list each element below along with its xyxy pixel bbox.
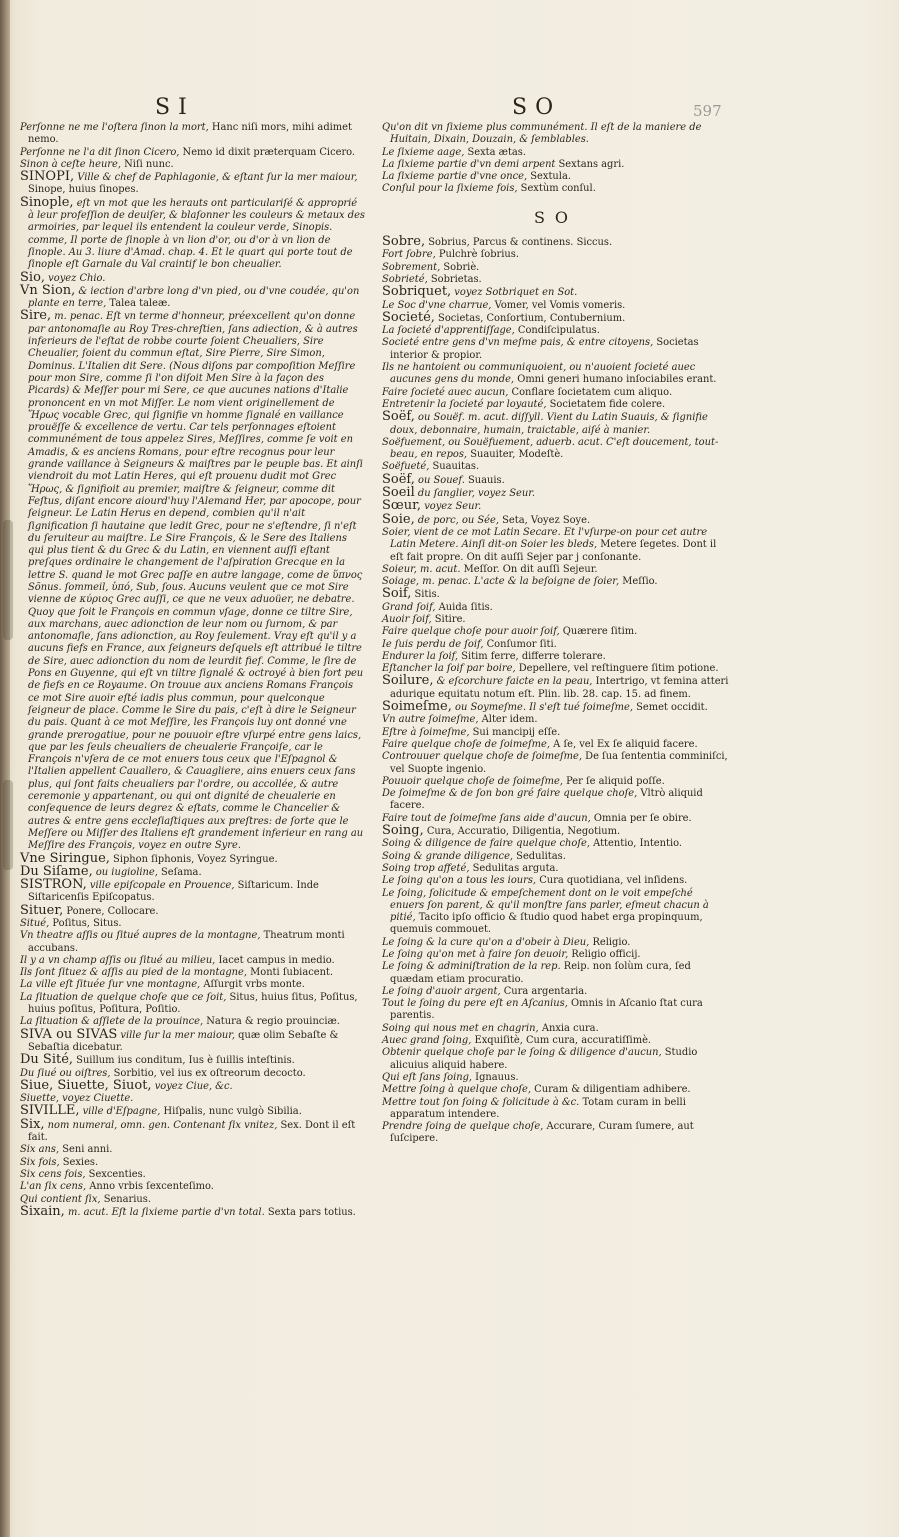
dictionary-entry [382,701,730,714]
french-gloss: Ie ſuis perdu de ſoif, [382,638,484,650]
latin-gloss: Per ſe aliquid poſſe. [562,775,665,787]
latin-gloss: Condiſcipulatus. [514,325,600,337]
latin-gloss: Alter idem. [478,714,538,726]
latin-gloss: Sitire. [431,613,466,625]
dictionary-entry [382,487,730,500]
french-gloss: nom numeral, omn. gen. Contenant ſix vnitez, [44,1119,278,1131]
headword: Six, [20,1116,45,1132]
dictionary-entry [382,1121,730,1146]
headword: Soing, [382,823,424,839]
french-gloss: Ils ne hantoient ou communiquoient, ou n'auoient ſocieté auec aucunes gens du monde, [382,362,696,386]
french-gloss: Soing & diligence de faire quelque choſe, [382,838,590,850]
dictionary-entry [382,863,730,875]
dictionary-entry [20,955,365,967]
dictionary-entry [382,727,730,739]
dictionary-entry [20,1054,365,1067]
latin-gloss: Cura argentaria. [500,985,588,997]
french-gloss: voyez Chio. [45,272,106,284]
french-gloss: Sinon à ceſte heure, [20,158,122,170]
french-gloss: Soing trop affeté, [382,862,470,874]
latin-gloss: Anxia cura. [538,1022,599,1034]
latin-gloss: Depellere, vel reſtinguere ſitim potione. [515,663,719,675]
latin-gloss: Sexta pars totius. [264,1206,356,1218]
headword: Sio, [20,269,46,285]
french-gloss: Ville & chef de Paphlagonie, & eſtant ſur la mer maiour, [74,172,358,184]
dictionary-entry [20,1077,365,1093]
french-gloss: Fort ſobre, [382,249,436,261]
dictionary-entry [382,471,730,487]
french-gloss: Soëfuement, ou Souëfuement, aduerb. acut. C'eſt doucement, tout-beau, en repos, [382,436,719,461]
french-gloss: m. penac. Eſt vn terme d'honneur, préexcellent qu'on donne par antonomaſie au Roy Tres-chreſtien, ſans adiection, & à autres inferieurs de l'eſtat de robbe courte ſoient Cheualiers, Sire Cheualier, ſoient du commun eſtat, Sire Pierre, Sire Simon, Dominus. L'Italien dit Sere. (Nous diſons par compoſition Meſſire pour mon Sire, comme ſi l'on diſoit Men Sire à la façon des Picards) & Meſſer pour mi Sere, ce que aucunes nations d'Italie prononcent en vn mot Miſſer. Le nom vient originellement de Ἥρως vocable Grec, qui ſignifie vn homme ſignalé en vaillance prouëſſe & excellence de vertu. Car tels perſonnages eſtoient communément de tous appelez Sires, Meſſires, comme ſe voit en Amadis, & es anciens Romans, pour eſtre recognus pour leur grande vaillance à Seigneurs & maiſtres par le peuple bas. Et ainſi viendroit du mot Latin Heres, qui eſt prouenu dudit mot Grec Ἥρως, & ſignifioit au premier, maiſtre & ſeigneur, comme dit Feſtus, diſant encore aiourd'huy l'Alemand Her, par apocope, pour ſeigneur. Le Latin Herus en depend, combien qu'il n'ait ſignification ſi hautaine que ledit Grec, pour ne s'eſtendre, ſi n'eſt du ſeruiteur au maiſtre. Le Sire François, & le Sere des Italiens qui plus tient & du Grec & du Latin, en viennent auſſi eſtant preſques ordinaire le changement de l'aſpiration Grecque en la lettre S. quand le mot Grec paſſe en autre langage, come de ὕπνος Sõnus. ſommeil, ὑπό, Sub, ſous. Aucuns veulent que ce mot Sire vienne de κύριος Grec auſſi, ce que ne veux aduoüer, ne debatre. Quoy que ſoit le François en commun vſage, donne ce tiltre Sire, aux marchans, auec adionction de leur nom ou ſurnom, & par antonomaſie, ſans adionction, au Roy ſeulement. Vray eſt qu'il y a aucuns fiefs en France, aux ſeigneurs deſquels eſt attribué le tiltre de Sire, auec adionction du nom de leurdit fief. Comme, le ſire de Pons en Guyenne, qui eſt vn tiltre ſignalé & octroyé à bien fort peu de fiefs en ce Royaume. On trouue aux anciens Romans François ce mot Sire auoir eſté iadis plus commun, pour quelconque ſeigneur de place. Comme le Sire du pais, c'eſt à dire le Seigneur du pais. Quant à ce mot Meſſire, les François luy ont donné vne grande prerogatiue, pour ne pouuoir eſtre vſurpé entre gens laics, que par les ſeuls cheualiers de cheualerie Françoiſe, car le François n'vſera de ce mot enuers tous ceux que l'Eſpagnol & l'Italien appellent Cauallero, & Cauagliere, ains enuers ceux ſans plus, qui ſont faits cheualiers par l'ordre, ou accollée, & autre ceremonie y appartenant, ou qui ont dignité de cheualerie en conſequence de leurs degrez & eſtats, comme le Chancelier & autres & entre gens eccleſiaſtiques aux preſtres: de ſorte que le Meſſere ou Miſſer des Italiens eſt grandement inferieur en rang au Meſſire des François, voyez en outre Syre. [28,311,364,852]
latin-gloss: Talea taleæ. [106,298,171,310]
dictionary-entry [20,1105,365,1118]
french-gloss: Auec grand ſoing, [382,1035,472,1047]
french-gloss: Situé, [20,918,50,929]
french-gloss: du ſanglier, voyez Seur. [414,488,536,500]
dictionary-entry [382,564,730,576]
dictionary-entry [20,1116,365,1145]
dictionary-entry [382,986,730,998]
french-gloss: Vn theatre aſſis ou ſitué aupres de la montagne, [20,930,261,942]
dictionary-entry [382,1047,730,1072]
dictionary-entry [382,500,730,513]
latin-gloss: Sitis. [411,589,440,601]
latin-gloss: Monti ſubiacent. [247,967,334,979]
dictionary-entry [382,309,730,325]
french-gloss: Le ſoing, ſolicitude & empeſchement dont on le voit empeſché enuers ſon parent, & qu'il monſtre ſans parler, eſmeut chacun à pitié, [382,887,709,924]
latin-gloss: Siſtaricum. Inde Siſtaricenſis Epiſcopatus. [28,880,319,904]
headword: Soëf, [382,409,415,425]
headword: Sire, [20,308,52,324]
french-gloss: Eſtre à ſoimeſme, [382,726,470,738]
french-gloss: Du ſiué ou oiſtres, [20,1067,111,1079]
french-gloss: Soëfueté, [382,461,430,473]
french-gloss: Sobrement, [382,261,441,273]
dictionary-entry [382,337,730,362]
binding-gutter [0,0,10,1537]
latin-gloss: Religio officij. [568,949,641,960]
headword: SIVA ou SIVAS [20,1026,118,1042]
latin-gloss: Metere ſegetes. Dont il eſt fait propre. On dit auſſi Sejer par j conſonante. [390,539,717,563]
dictionary-entry [20,171,365,197]
latin-gloss: Sitim ferre, differre tolerare. [458,650,606,662]
latin-gloss: Seni anni. [59,1144,113,1156]
latin-gloss: Iacet campus in medio. [215,954,335,966]
french-gloss: La ſixieme partie d'vn demi arpent [382,158,556,170]
french-gloss: Qu'on dit vn ſixieme plus communément. Il eſt de la maniere de Huitain, Dixain, Douzain, & ſemblables. [382,122,702,146]
latin-gloss: Attentio, Intentio. [589,838,683,850]
dictionary-entry [20,1169,365,1181]
french-gloss: Faire tout de ſoimeſme ſans aide d'aucun, [382,812,591,824]
headword: Sobriquet, [382,284,452,300]
headword: Soëf, [382,471,415,487]
dictionary-entry [382,588,730,601]
french-gloss: Soieur, m. acut. [382,563,461,575]
latin-gloss: Cura quotidiana, vel inſidens. [536,875,688,887]
dictionary-entry [382,362,730,387]
dictionary-entry [20,979,365,991]
french-gloss: eſt vn mot que les herauts ont particulariſé & approprié à leur profeſſion de deuiſer, & blaſonner les couleurs & metaux des armoiries, par lequel ils entendent la couleur verde, Sinopis. comme, Il porte de ſinople à vn lion d'or, ou d'or à vn lion de ſinople. Au 3. liure d'Amad. chap. 4. Et le quart qui porte tout de ſinople eſt Garnale du Val craintif le bon cheualier. [28,197,365,271]
french-gloss: Ils ſont ſituez & aſſis au pied de la montagne, [20,967,247,979]
right-column-entries [382,236,730,1146]
latin-gloss: Accurare, Curam ſumere, aut ſuſcipere. [390,1121,694,1145]
french-gloss: voyez Ciue, &c. [151,1080,233,1092]
dictionary-entry [20,310,365,852]
dictionary-entry [20,918,365,930]
french-gloss: Soier, vient de ce mot Latin Secare. Et l'vſurpe-on pour cet autre Latin Metere. Ainſi dit-on Soier les bleds, [382,526,708,551]
french-gloss: & eſcorchure faicte en la peau, [433,676,593,688]
french-gloss: de porc, ou Sée, [414,514,499,526]
dictionary-entry [382,159,730,171]
latin-gloss: Nemo id dixit præterquam Cicero. [179,146,356,158]
dictionary-entry [20,1194,365,1206]
latin-gloss: Sedulitas arguta. [469,862,559,874]
dictionary-entry [382,626,730,638]
latin-gloss: Hanc niſi mors, mihi adimet nemo. [28,122,352,146]
left-column [20,122,365,1219]
latin-gloss: Aſſurgit vrbs monte. [200,979,305,991]
french-gloss: Eſtancher la ſoif par boire, [382,663,516,675]
dictionary-entry [382,675,730,701]
dictionary-entry [382,461,730,473]
dictionary-entry [382,1023,730,1035]
headword: Soilure, [382,673,434,689]
french-gloss: Mettre tout ſon ſoing & ſolicitude à &c. [382,1096,580,1108]
latin-gloss: Curam & diligentiam adhibere. [531,1084,691,1096]
dictionary-entry [382,511,730,527]
right-column-continuation [382,122,730,196]
french-gloss: voyez Seur. [421,501,482,513]
headword: Soimeſme, [382,699,452,715]
section-heading-so: SO [533,207,579,227]
dictionary-entry [382,527,730,564]
french-gloss: Six cens fois, [20,1168,86,1180]
latin-gloss: Totam curam in belli apparatum intendere. [390,1096,686,1120]
latin-gloss: Suauitas. [429,461,480,473]
french-gloss: m. acut. Eſt la ſixieme partie d'vn total. [64,1206,265,1218]
french-gloss: La ſixieme partie d'vne once, [382,171,528,183]
french-gloss: Qui eſt ſans ſoing, [382,1071,473,1083]
latin-gloss: Meſſor. On dit auſſi Sejeur. [460,563,598,575]
dictionary-entry [382,576,730,588]
latin-gloss: A ſe, vel Ex ſe aliquid facere. [550,738,698,750]
dictionary-entry [382,1072,730,1084]
dictionary-entry [382,325,730,337]
latin-gloss: Pulchrè ſobrius. [435,249,519,261]
dictionary-entry [382,888,730,937]
french-gloss: La ſituation & aſſiete de la prouince, [20,1016,204,1028]
latin-gloss: Semet occidit. [632,702,708,714]
latin-gloss: Situs, huius ſitus, Poſitus, huius poſitus, Poſitura, Poſitio. [28,991,358,1016]
french-gloss: De ſoimeſme & de ſon bon gré faire quelque choſe, [382,788,638,800]
dictionary-entry [382,651,730,663]
dictionary-entry [382,776,730,788]
latin-gloss: De ſua ſententia comminiſci, vel Suopte ingenio. [390,751,728,775]
latin-gloss: Sobrietas. [427,273,482,285]
french-gloss: & iection d'arbre long d'vn pied, ou d'vne coudée, qu'on plante en terre, [28,285,360,310]
dictionary-entry [382,949,730,961]
latin-gloss: Sextans agri. [555,158,625,170]
latin-gloss: Suauiter, Modeſtè. [467,449,564,461]
dictionary-entry [382,249,730,261]
dictionary-entry [382,614,730,626]
french-gloss: Il y a vn champ aſſis ou ſitué au milieu, [20,954,216,966]
headword: Vne Siringue, [20,850,110,866]
french-gloss: Societé entre gens d'vn meſme pais, & entre citoyens, [382,337,654,349]
latin-gloss: Sobrius, Parcus & continens. Siccus. [425,237,613,249]
dictionary-entry [382,183,730,195]
french-gloss: Perſonne ne me l'oſtera ſinon la mort, [20,122,209,133]
dictionary-entry [382,602,730,614]
french-gloss: Controuuer quelque choſe de ſoimeſme, [382,751,583,763]
french-gloss: ou Souef. [414,474,465,486]
latin-gloss: Societatem fide colere. [546,398,666,410]
french-gloss: Sobrieté, [382,273,428,285]
latin-gloss: Societas, Conſortium, Contubernium. [434,312,626,324]
dictionary-entry [20,122,365,147]
latin-gloss: Siphon ſiphonis, Voyez Syringue. [109,853,278,865]
french-gloss: Soiage, m. penac. L'acte & la beſoigne de ſoier, [382,576,620,588]
french-gloss: Qui contient ſix, [20,1193,101,1205]
latin-gloss: Senarius. [100,1193,152,1205]
latin-gloss: Omnia per ſe obire. [590,812,692,824]
dictionary-entry [20,1181,365,1193]
french-gloss: Grand ſoif, [382,601,436,613]
latin-gloss: Sobriè. [440,261,480,273]
dictionary-entry [20,1144,365,1156]
latin-gloss: Sexta ætas. [464,146,527,158]
dictionary-entry [382,739,730,751]
headword: Du Sité, [20,1052,74,1068]
dictionary-entry [382,399,730,411]
latin-gloss: Seta, Voyez Soye. [499,514,591,526]
latin-gloss: Cura, Accuratio, Diligentia, Negotium. [423,826,621,838]
french-gloss: La ville eſt ſituée ſur vne montagne, [20,979,201,991]
latin-gloss: Religio. [589,936,631,948]
dictionary-entry [20,902,365,918]
dictionary-entry [20,1157,365,1169]
latin-gloss: Vltrò aliquid facere. [390,788,703,812]
french-gloss: Six fois, [20,1156,60,1168]
latin-gloss: Poſitus, Situs. [49,918,122,929]
french-gloss: Perſonne ne l'a dit ſinon Cicero, [20,146,180,158]
latin-gloss: Auida ſitis. [435,601,493,613]
latin-gloss: Hiſpalis, nunc vulgò Sibilia. [160,1106,302,1118]
bleed-through-mark [3,780,13,870]
french-gloss: Endurer la ſoif, [382,650,459,662]
latin-gloss: Conflare ſocietatem cum aliquo. [508,386,673,398]
latin-gloss: Ignauus. [472,1071,519,1083]
french-gloss: Le ſoing qu'on met à faire ſon deuoir, [382,949,569,960]
headword: Siue, Siuette, Siuot, [20,1077,152,1093]
dictionary-entry [382,639,730,651]
latin-gloss: Intertrigo, vt femina atteri adurique equitatu notum eſt. Plin. lib. 28. cap. 15. ad finem. [390,676,729,700]
headword: Sinople, [20,194,74,210]
right-column [382,122,730,1146]
french-gloss: L'an ſix cens, [20,1181,87,1193]
latin-gloss: Omni generi humano inſociabiles erant. [514,374,717,386]
french-gloss: ou iugioline, [92,866,158,878]
latin-gloss: Societas interior & propior. [390,337,699,361]
dictionary-entry [20,194,365,272]
dictionary-entry [382,1084,730,1096]
french-gloss: Obtenir quelque choſe par le ſoing & diligence d'aucun, [382,1047,662,1059]
french-gloss: Prendre ſoing de quelque choſe, [382,1121,544,1133]
dictionary-entry [20,967,365,979]
french-gloss: Le ſoing qu'on a tous les iours, [382,875,537,887]
french-gloss: Faire quelque choſe pour auoir ſoif, [382,626,560,638]
french-gloss: Le ſoing d'auoir argent, [382,985,501,997]
french-gloss: Mettre ſoing à quelque choſe, [382,1084,532,1096]
headword: SISTRON, [20,877,87,893]
latin-gloss: Seſama. [157,866,202,878]
headword: Sobre, [382,234,426,250]
dictionary-entry [20,282,365,311]
dictionary-entry [382,663,730,675]
french-gloss: ville d'Eſpagne, [79,1106,161,1118]
dictionary-entry [382,1035,730,1047]
dictionary-entry [20,992,365,1017]
dictionary-entry [382,937,730,949]
latin-gloss: Sui mancipij eſſe. [469,726,561,738]
french-gloss: Six ans, [20,1144,60,1156]
headword: SIVILLE, [20,1103,80,1119]
french-gloss: ville ſur la mer maiour, [117,1029,236,1041]
headword: Sœur, [382,498,422,514]
dictionary-entry [382,171,730,183]
french-gloss: Soing qui nous met en chagrin, [382,1022,539,1034]
dictionary-entry [382,122,730,147]
latin-gloss: quæ olim Sebaſte & Sebaſtia dicebatur. [28,1029,339,1053]
french-gloss: Le ſoing & adminiſtration de la rep. [382,961,561,973]
french-gloss: Faire ſocieté auec aucun, [382,386,509,398]
latin-gloss: Reip. non ſolùm cura, ſed quædam etiam procuratio. [390,961,691,985]
french-gloss: Le ſixieme aage, [382,146,465,158]
latin-gloss: Sedulitas. [513,850,566,862]
latin-gloss: Anno vrbis ſexcenteſimo. [86,1181,214,1193]
french-gloss: Entretenir la ſocieté par loyauté, [382,398,547,410]
french-gloss: Le Soc d'vne charrue, [382,299,492,311]
dictionary-entry [382,437,730,462]
latin-gloss: Studio alicuius aliquid habere. [390,1047,698,1071]
latin-gloss: Vomer, vel Vomis vomeris. [491,299,626,311]
latin-gloss: Sexies. [59,1156,99,1168]
french-gloss: La ſituation de quelque choſe que ce ſoit, [20,991,227,1003]
latin-gloss: Quærere ſitim. [559,626,638,638]
headword: SINOPI, [20,169,75,185]
dictionary-entry [20,147,365,159]
dictionary-entry [382,286,730,299]
page-number: 597 [693,102,722,120]
dictionary-entry [382,825,730,838]
latin-gloss: Theatrum monti accubans. [28,930,345,954]
french-gloss: Tout le ſoing du pere eſt en Aſcanius, [382,998,568,1010]
headword: Situer, [20,902,64,918]
french-gloss: Conſul pour la ſixieme fois, [382,183,518,195]
french-gloss: Le ſoing & la cure qu'on a d'obeir à Dieu, [382,936,590,948]
dictionary-entry [382,961,730,986]
dictionary-entry [382,998,730,1023]
dictionary-entry [382,751,730,776]
latin-gloss: Tacito ipſo officio & ſtudio quod habet erga propinquum, quemuis commouet. [390,912,703,936]
dictionary-entry [382,236,730,249]
french-gloss: Vn autre ſoimeſme, [382,714,479,726]
dictionary-entry [382,1097,730,1122]
dictionary-entry [20,1203,365,1219]
latin-gloss: Suillum ius conditum, Ius è ſuillis inteſtinis. [73,1055,295,1067]
dictionary-entry [382,147,730,159]
dictionary-entry [382,411,730,437]
right-running-head: SO [512,95,562,120]
dictionary-entry [20,1026,365,1055]
dictionary-entry [382,875,730,887]
french-gloss: La ſocieté d'apprentiſſage, [382,325,515,337]
latin-gloss: Sextula. [527,171,571,183]
latin-gloss: Ponere, Collocare. [63,905,159,917]
latin-gloss: Sextùm conſul. [517,183,596,195]
french-gloss: Soing & grande diligence, [382,850,514,862]
french-gloss: ou Soymeſme. Il s'eſt tué ſoimeſme, [451,702,633,714]
left-running-head: SI [155,95,195,120]
dictionary-entry [20,879,365,905]
french-gloss: Siuette, voyez Ciuette. [20,1093,134,1105]
french-gloss: voyez Sotbriquet en Sot. [451,287,578,299]
headword: Du Siſame, [20,863,93,879]
french-gloss: Pouuoir quelque choſe de ſoimeſme, [382,775,563,787]
dictionary-entry [382,387,730,399]
dictionary-entry [382,838,730,850]
latin-gloss: Sex. Dont il eſt fait. [28,1119,356,1144]
latin-gloss: Suauis. [464,474,505,486]
latin-gloss: Omnis in Aſcanio ſtat cura parentis. [390,998,703,1022]
french-gloss: ou Souëf. m. acut. diſſyll. Vient du Latin Suauis, & ſignifie doux, debonnaire, humain, traictable, aiſé à manier. [390,412,708,436]
latin-gloss: Exquiſitè, Cum cura, accuratiſſimè. [471,1035,652,1047]
latin-gloss: Niſi nunc. [121,158,174,170]
dictionary-entry [382,788,730,813]
headword: Soif, [382,586,412,602]
dictionary-entry [382,714,730,726]
latin-gloss: Sexcenties. [85,1168,146,1180]
headword: Soie, [382,511,415,527]
dictionary-entry [382,262,730,274]
french-gloss: ville epiſcopale en Prouence, [86,880,235,892]
french-gloss: Auoir ſoif, [382,613,432,625]
headword: Soeil [382,485,415,501]
headword: Sixain, [20,1203,65,1219]
headword: Vn Sion, [20,282,76,298]
dictionary-entry [20,930,365,955]
dictionary-entry [382,851,730,863]
latin-gloss: Meſſio. [619,576,658,588]
latin-gloss: Sorbitio, vel ius ex oſtreorum decocto. [110,1067,306,1079]
headword: Societé, [382,309,435,325]
french-gloss: Faire quelque choſe de ſoimeſme, [382,738,551,750]
dictionary-entry [382,813,730,825]
latin-gloss: Sinope, huius ſinopes. [28,184,139,196]
latin-gloss: Conſumor ſiti. [483,638,557,650]
bleed-through-mark [3,520,13,640]
latin-gloss: Natura & regio prouinciæ. [203,1016,340,1028]
